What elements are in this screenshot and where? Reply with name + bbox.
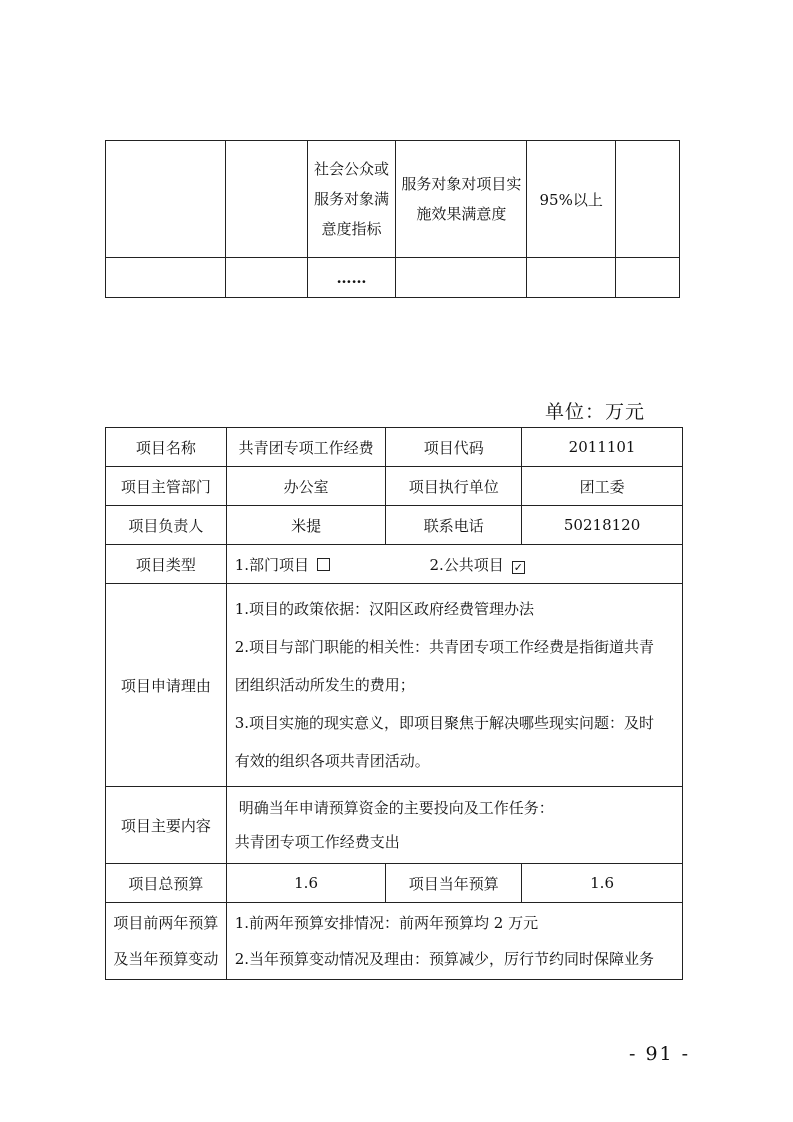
reason-line: 1.项目的政策依据：汉阳区政府经费管理办法	[234, 600, 535, 618]
empty-cell	[616, 258, 680, 298]
content-label: 项目主要内容	[106, 787, 227, 864]
indicator-line: 意度指标	[321, 220, 382, 238]
year-budget-label: 项目当年预算	[386, 864, 522, 903]
budget-change-label	[106, 903, 227, 980]
empty-cell	[225, 258, 307, 298]
reason-label: 项目申请理由	[106, 584, 227, 787]
content-line: 明确当年申请预算资金的主要投向及工作任务：	[238, 799, 554, 817]
empty-cell	[396, 258, 527, 298]
reason-line: 2.项目与部门职能的相关性：共青团专项工作经费是指街道共青	[234, 638, 655, 656]
empty-cell	[616, 141, 680, 258]
reason-line: 团组织活动所发生的费用；	[234, 676, 415, 694]
dept-value: 办公室	[226, 467, 386, 506]
budget-change-line: 2.当年预算变动情况及理由：预算减少，厉行节约同时保障业务	[234, 950, 655, 968]
total-budget-label: 项目总预算	[106, 864, 227, 903]
phone-label: 联系电话	[386, 506, 522, 545]
budget-change-label-line: 及当年预算变动	[113, 950, 219, 968]
year-budget-value: 1.6	[522, 864, 683, 903]
performance-indicator-table	[105, 140, 680, 298]
owner-value: 米提	[226, 506, 386, 545]
reason-line: 3.项目实施的现实意义，即项目聚焦于解决哪些现实问题：及时	[234, 714, 655, 732]
type-option-department	[235, 554, 425, 575]
total-budget-value: 1.6	[226, 864, 386, 903]
type-option-public	[430, 554, 525, 575]
budget-change-label-line: 项目前两年预算	[113, 914, 219, 932]
project-code-value: 2011101	[522, 428, 683, 467]
empty-cell	[527, 258, 616, 298]
type-option-label: 2.公共项目	[429, 555, 504, 574]
target-value: 95%以上	[527, 141, 616, 258]
indicator-description-cell	[396, 141, 527, 258]
project-code-label: 项目代码	[386, 428, 522, 467]
exec-unit-label: 项目执行单位	[386, 467, 522, 506]
reason-line: 有效的组织各项共青团活动。	[234, 752, 430, 770]
empty-cell	[106, 141, 226, 258]
dept-label: 项目主管部门	[106, 467, 227, 506]
content-line: 共青团专项工作经费支出	[234, 833, 400, 851]
main-content	[226, 787, 682, 864]
reason-content	[226, 584, 682, 787]
description-line: 施效果满意度	[416, 205, 507, 223]
owner-label: 项目负责人	[106, 506, 227, 545]
type-option-label: 1.部门项目	[234, 555, 310, 574]
indicator-line: 社会公众或	[314, 160, 390, 178]
unit-label: 单位：万元	[545, 401, 646, 423]
page-number: - 91 -	[629, 1043, 691, 1065]
project-info-table	[105, 427, 683, 980]
budget-change-content	[226, 903, 682, 980]
empty-cell	[106, 258, 226, 298]
budget-change-line: 1.前两年预算安排情况：前两年预算均 2 万元	[234, 914, 539, 932]
exec-unit-value: 团工委	[522, 467, 683, 506]
indicator-cell	[307, 141, 396, 258]
checkbox-checked-icon[interactable]: ✓	[513, 560, 523, 574]
project-name-value: 共青团专项工作经费	[226, 428, 386, 467]
project-type-options	[226, 545, 682, 584]
checkbox-unchecked-icon[interactable]	[317, 558, 330, 571]
empty-cell	[225, 141, 307, 258]
ellipsis: ……	[307, 258, 396, 298]
indicator-line: 服务对象满	[314, 190, 390, 208]
description-line: 服务对象对项目实	[401, 175, 522, 193]
project-type-label: 项目类型	[106, 545, 227, 584]
phone-value: 50218120	[522, 506, 683, 545]
project-name-label: 项目名称	[106, 428, 227, 467]
